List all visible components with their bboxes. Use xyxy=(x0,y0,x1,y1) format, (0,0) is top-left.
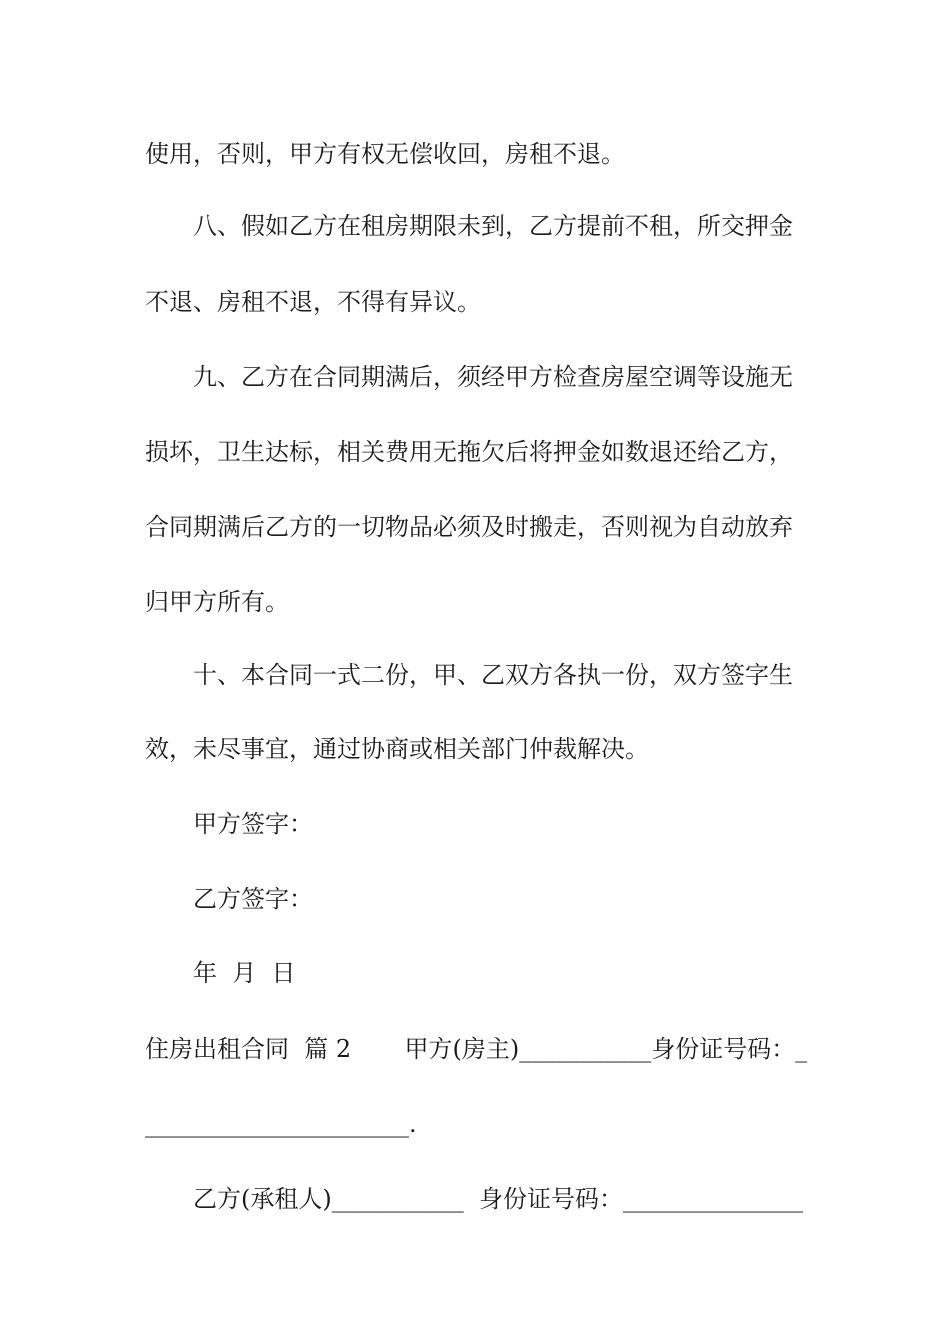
id-number-blank-line: ______________________. xyxy=(145,1110,417,1138)
clause-9-line-3: 合同期满后乙方的一切物品必须及时搬走，否则视为自动放弃 xyxy=(145,513,793,541)
date-line: 年 月 日 xyxy=(193,959,296,987)
clause-9-line-1: 九、乙方在合同期满后，须经甲方检查房屋空调等设施无 xyxy=(193,363,793,391)
clause-9-line-2: 损坏，卫生达标，相关费用无拖欠后将押金如数退还给乙方， xyxy=(145,438,793,466)
clause-8-line-2: 不退、房租不退，不得有异议。 xyxy=(145,288,481,316)
contract-2-heading-line: 住房出租合同 篇 2 甲方(房主)___________身份证号码：_ xyxy=(145,1035,808,1063)
clause-8-line-1: 八、假如乙方在租房期限未到，乙方提前不租，所交押金 xyxy=(193,212,793,240)
clause-10-line-2: 效，未尽事宜，通过协商或相关部门仲裁解决。 xyxy=(145,735,649,763)
party-a-signature-label: 甲方签字： xyxy=(193,810,313,838)
party-b-signature-label: 乙方签字： xyxy=(193,885,313,913)
clause-7-continuation: 使用，否则，甲方有权无偿收回，房租不退。 xyxy=(145,140,625,168)
tenant-line: 乙方(承租人)___________ 身份证号码：_______________ xyxy=(193,1185,803,1213)
clause-10-line-1: 十、本合同一式二份，甲、乙双方各执一份，双方签字生 xyxy=(193,661,793,689)
clause-9-line-4: 归甲方所有。 xyxy=(145,588,289,616)
